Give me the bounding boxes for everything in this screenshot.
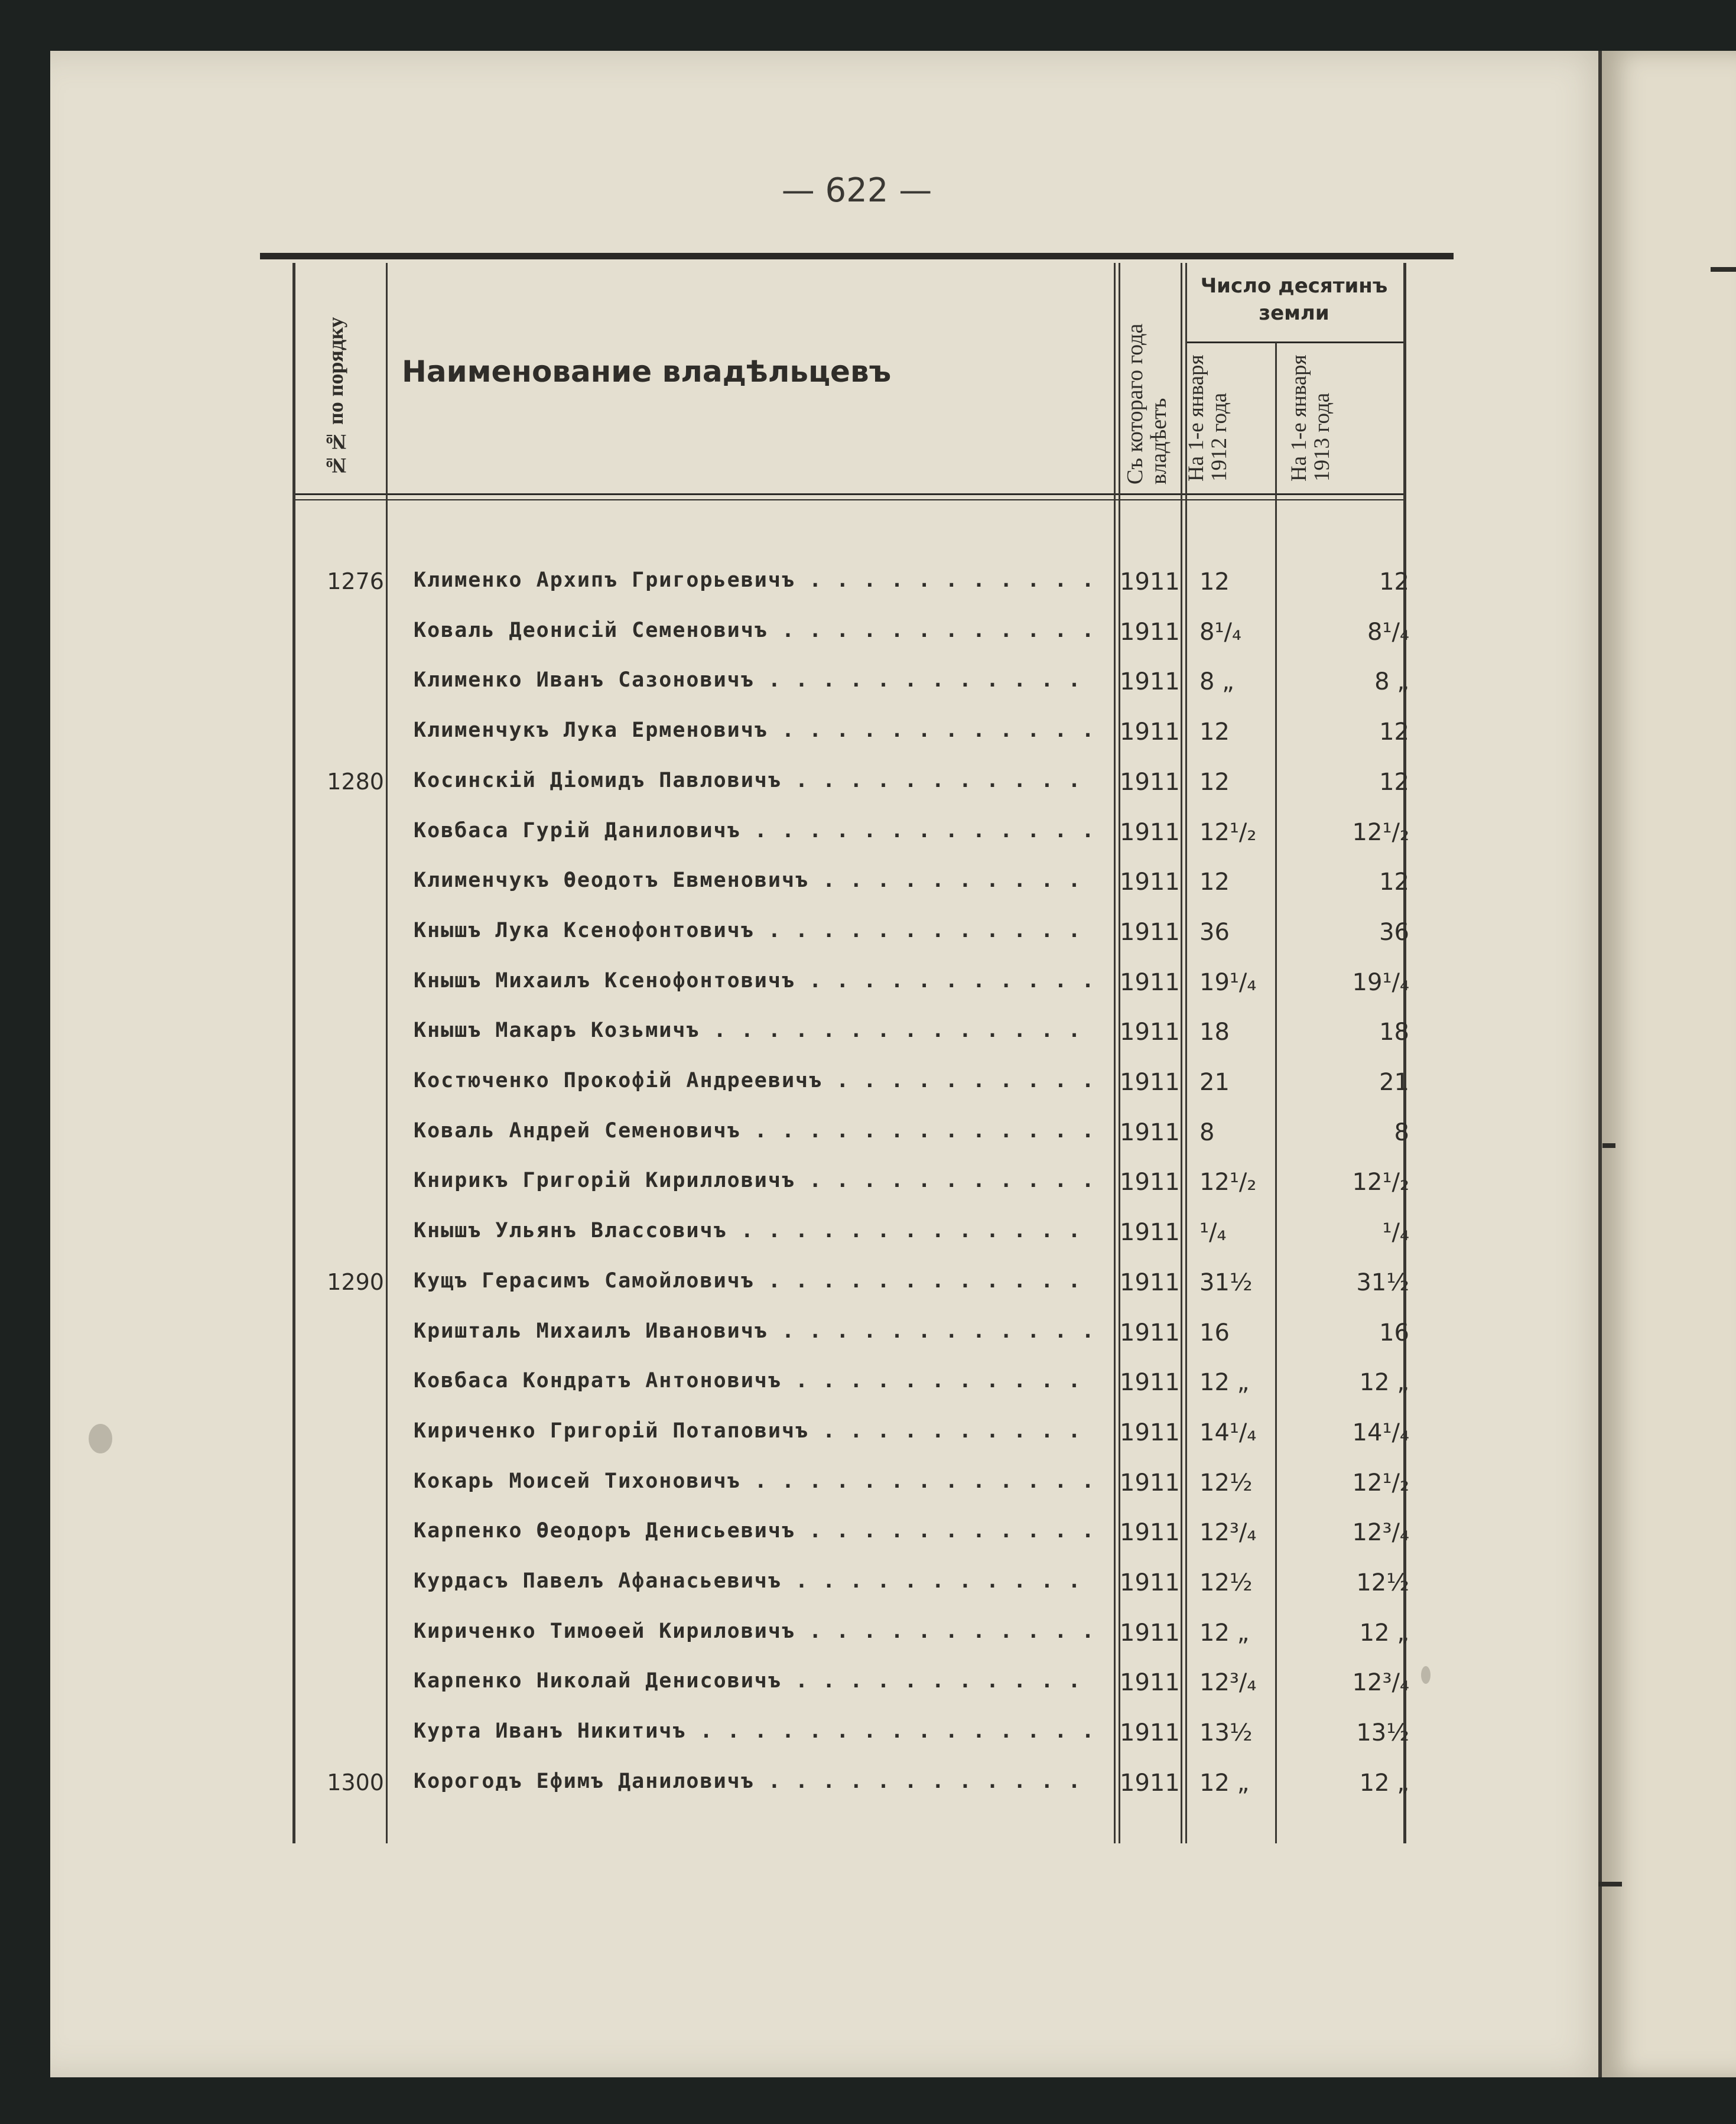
area-1912-cell: 12 <box>1199 568 1230 596</box>
table-row <box>0 668 1536 710</box>
table-row <box>0 619 1536 660</box>
year-cell: 1911 <box>1120 968 1180 996</box>
area-1913-cell: 12³/₄ <box>1352 1519 1409 1547</box>
header-v2: На 1-е января 1913 года <box>1287 354 1334 482</box>
year-cell: 1911 <box>1120 1169 1180 1196</box>
year-cell: 1911 <box>1120 1069 1180 1096</box>
owner-name: Клименчукъ Лука Ерменовичъ . . . <box>414 718 1099 742</box>
area-1913-cell: 8 <box>1394 1118 1409 1146</box>
area-1912-cell: 12 „ <box>1199 1369 1250 1397</box>
table-row <box>0 718 1536 760</box>
owner-name: Кнышъ Макаръ Козьмичъ . . . <box>414 1019 1099 1042</box>
header-num: №№ по порядку <box>324 317 347 477</box>
area-1913-cell: 12 <box>1379 568 1409 596</box>
table-row <box>0 1219 1536 1260</box>
table-row <box>0 1019 1536 1060</box>
owner-name: Кнышъ Лука Ксенофонтовичъ . . . <box>414 919 1099 942</box>
year-cell: 1911 <box>1120 1469 1180 1497</box>
area-1912-cell: 12³/₄ <box>1199 1519 1257 1547</box>
year-cell: 1911 <box>1120 1769 1180 1797</box>
area-1912-cell: 21 <box>1199 1069 1230 1096</box>
year-cell: 1911 <box>1120 1669 1180 1697</box>
year-cell: 1911 <box>1120 618 1180 646</box>
area-1912-cell: 12³/₄ <box>1199 1669 1257 1697</box>
table-row <box>0 1419 1536 1461</box>
area-1913-cell: 8¹/₄ <box>1367 618 1409 646</box>
area-1912-cell: ¹/₄ <box>1199 1219 1227 1247</box>
area-1912-cell: 12½ <box>1199 1569 1253 1596</box>
area-1913-cell: 12 „ <box>1359 1369 1409 1397</box>
owner-name: Клименко Архипъ Григорьевичъ . . . <box>414 568 1099 592</box>
area-1913-cell: 12 <box>1379 718 1409 746</box>
adjacent-page-rule <box>1711 267 1736 272</box>
area-1912-cell: 31½ <box>1199 1268 1253 1296</box>
year-cell: 1911 <box>1120 718 1180 746</box>
year-cell: 1911 <box>1120 869 1180 896</box>
area-1913-cell: 36 <box>1379 918 1409 946</box>
owner-name: Кириченко Тимоѳей Кириловичъ . . . <box>414 1619 1099 1643</box>
year-cell: 1911 <box>1120 1619 1180 1647</box>
table-row <box>0 819 1536 860</box>
area-1912-cell: 12 <box>1199 718 1230 746</box>
table-row <box>0 919 1536 960</box>
year-cell: 1911 <box>1120 1219 1180 1247</box>
year-cell: 1911 <box>1120 918 1180 946</box>
owner-name: Карпенко Ѳеодоръ Денисьевичъ . . . <box>414 1519 1099 1543</box>
year-cell: 1911 <box>1120 1118 1180 1146</box>
year-cell: 1911 <box>1120 1519 1180 1547</box>
row-number: 1300 <box>327 1769 384 1796</box>
area-1913-cell: 31½ <box>1356 1268 1409 1296</box>
owner-name: Кириченко Григорій Потаповичъ . . . <box>414 1419 1099 1443</box>
year-cell: 1911 <box>1120 1569 1180 1596</box>
header-v1: На 1-е января 1912 года <box>1184 354 1231 482</box>
table-row <box>0 1619 1536 1661</box>
owner-name: Карпенко Николай Денисовичъ . . . <box>414 1669 1099 1693</box>
table-row <box>0 769 1536 810</box>
area-1913-cell: 16 <box>1379 1319 1409 1346</box>
table-row <box>0 1770 1536 1811</box>
adjacent-page-edge <box>1598 51 1736 2077</box>
area-1913-cell: 8 „ <box>1374 668 1409 696</box>
row-number: 1276 <box>327 568 384 594</box>
header-name: Наименование владѣльцевъ <box>402 354 892 389</box>
area-1912-cell: 12 „ <box>1199 1769 1250 1797</box>
owner-name: Косинскій Діомидъ Павловичъ . . . <box>414 769 1099 792</box>
owner-name: Курта Иванъ Никитичъ . . . <box>414 1719 1099 1743</box>
area-1913-cell: 12¹/₂ <box>1352 818 1409 846</box>
header-bottom-rule <box>295 493 1406 495</box>
area-1913-cell: 18 <box>1379 1019 1409 1046</box>
year-cell: 1911 <box>1120 1719 1180 1747</box>
table-row <box>0 969 1536 1010</box>
table-row <box>0 1119 1536 1160</box>
area-1913-cell: 12³/₄ <box>1352 1669 1409 1697</box>
year-cell: 1911 <box>1120 668 1180 696</box>
area-1912-cell: 8 <box>1199 1118 1215 1146</box>
table-row <box>0 1719 1536 1761</box>
row-number: 1280 <box>327 768 384 795</box>
area-1913-cell: 13½ <box>1356 1719 1409 1747</box>
owner-name: Костюченко Прокофій Андреевичъ . . . <box>414 1069 1099 1092</box>
table-row <box>0 1369 1536 1410</box>
area-1912-cell: 36 <box>1199 918 1230 946</box>
area-1913-cell: 12¹/₂ <box>1352 1169 1409 1196</box>
top-rule <box>260 253 1454 259</box>
table-row <box>0 1669 1536 1710</box>
group-divider <box>1186 341 1406 343</box>
table-row <box>0 869 1536 910</box>
adjacent-page-mark <box>1598 1882 1622 1886</box>
area-1912-cell: 8 „ <box>1199 668 1234 696</box>
area-1912-cell: 14¹/₄ <box>1199 1419 1257 1446</box>
owner-name: Кнышъ Михаилъ Ксенофонтовичъ . . . <box>414 969 1099 993</box>
area-1912-cell: 12 <box>1199 869 1230 896</box>
header-year: Съ котораго года владѣетъ <box>1123 323 1171 484</box>
owner-name: Ковбаса Кондратъ Антоновичъ . . . <box>414 1369 1099 1393</box>
page-number: — 622 — <box>781 171 932 210</box>
year-cell: 1911 <box>1120 1019 1180 1046</box>
table-row <box>0 568 1536 610</box>
header-group: Число десятинъ земли <box>1200 274 1388 325</box>
owner-name: Коваль Андрей Семеновичъ . . . <box>414 1119 1099 1143</box>
owner-name: Книрикъ Григорій Кирилловичъ . . . <box>414 1169 1099 1192</box>
year-cell: 1911 <box>1120 818 1180 846</box>
year-cell: 1911 <box>1120 1369 1180 1397</box>
year-cell: 1911 <box>1120 1268 1180 1296</box>
year-cell: 1911 <box>1120 1419 1180 1446</box>
area-1912-cell: 8¹/₄ <box>1199 618 1241 646</box>
area-1913-cell: 21 <box>1379 1069 1409 1096</box>
row-number: 1290 <box>327 1268 384 1295</box>
owner-name: Кущъ Герасимъ Самойловичъ . . . <box>414 1269 1099 1293</box>
owner-name: Кокарь Моисей Тихоновичъ . . . <box>414 1469 1099 1493</box>
owner-name: Ковбаса Гурій Даниловичъ . . . <box>414 819 1099 843</box>
area-1913-cell: 14¹/₄ <box>1352 1419 1409 1446</box>
table-row <box>0 1319 1536 1361</box>
area-1913-cell: 19¹/₄ <box>1352 968 1409 996</box>
owner-name: Коваль Деонисій Семеновичъ . . . <box>414 619 1099 642</box>
table-row <box>0 1519 1536 1560</box>
year-cell: 1911 <box>1120 568 1180 596</box>
area-1912-cell: 19¹/₄ <box>1199 968 1257 996</box>
area-1913-cell: 12 <box>1379 768 1409 796</box>
area-1913-cell: 12½ <box>1356 1569 1409 1596</box>
owner-name: Кнышъ Ульянъ Власcовичъ . . . <box>414 1219 1099 1242</box>
area-1912-cell: 12 <box>1199 768 1230 796</box>
area-1912-cell: 12 „ <box>1199 1619 1250 1647</box>
table-row <box>0 1069 1536 1110</box>
table-row <box>0 1269 1536 1310</box>
area-1912-cell: 18 <box>1199 1019 1230 1046</box>
area-1912-cell: 13½ <box>1199 1719 1253 1747</box>
owner-name: Клименчукъ Ѳеодотъ Евменовичъ . . . <box>414 869 1099 892</box>
table-row <box>0 1169 1536 1210</box>
area-1912-cell: 12¹/₂ <box>1199 818 1257 846</box>
table-row <box>0 1469 1536 1511</box>
area-1913-cell: ¹/₄ <box>1382 1219 1409 1247</box>
area-1913-cell: 12 „ <box>1359 1619 1409 1647</box>
owner-name: Кришталь Михаилъ Ивановичъ . . . <box>414 1319 1099 1343</box>
area-1913-cell: 12 „ <box>1359 1769 1409 1797</box>
area-1912-cell: 12½ <box>1199 1469 1253 1497</box>
table-row <box>0 1569 1536 1611</box>
owner-name: Клименко Иванъ Сазоновичъ . . . <box>414 668 1099 692</box>
adjacent-page-mark <box>1602 1143 1615 1148</box>
area-1912-cell: 12¹/₂ <box>1199 1169 1257 1196</box>
header-bottom-rule-2 <box>295 499 1406 500</box>
owner-name: Корогодъ Ефимъ Даниловичъ . . . <box>414 1770 1099 1793</box>
year-cell: 1911 <box>1120 768 1180 796</box>
year-cell: 1911 <box>1120 1319 1180 1346</box>
area-1913-cell: 12 <box>1379 869 1409 896</box>
owner-name: Курдасъ Павелъ Афанасьевичъ . . . <box>414 1569 1099 1593</box>
area-1913-cell: 12¹/₂ <box>1352 1469 1409 1497</box>
area-1912-cell: 16 <box>1199 1319 1230 1346</box>
